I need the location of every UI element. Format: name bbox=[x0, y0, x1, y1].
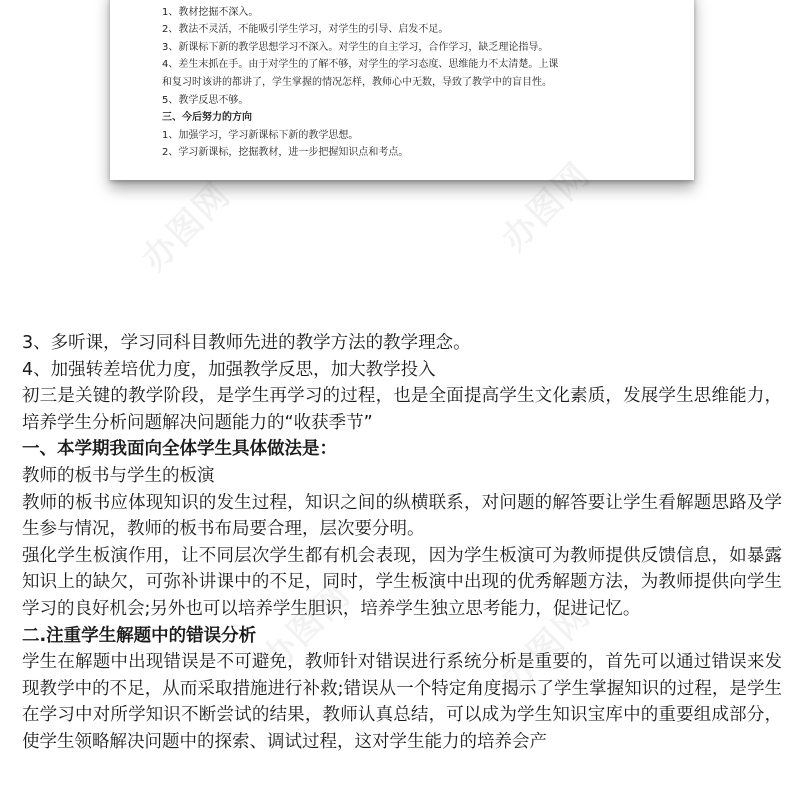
paragraph: 初三是关键的教学阶段，是学生再学习的过程，也是全面提高学生文化素质，发展学生思维能力，培养学生分析问题解决问题能力的“收获季节” bbox=[22, 386, 782, 433]
document-preview-text bbox=[162, 0, 682, 162]
preview-line: 2、教法不灵活，不能吸引学生学习，对学生的引导、启发不足。 bbox=[162, 24, 449, 36]
watermark: 办图网 bbox=[494, 154, 599, 260]
watermark: 办图网 bbox=[134, 174, 239, 280]
paragraph: 4、加强转差培优力度，加强教学反思，加大教学投入 bbox=[22, 359, 436, 380]
preview-heading: 三、今后努力的方向 bbox=[162, 112, 252, 124]
preview-line: 2、学习新课标，挖掘教材，进一步把握知识点和考点。 bbox=[162, 147, 409, 159]
watermark: 办图网 bbox=[494, 594, 599, 700]
preview-line: 1、教材挖掘不深入。 bbox=[162, 6, 259, 18]
article-body bbox=[22, 330, 782, 756]
preview-line: 5、教学反思不够。 bbox=[162, 94, 249, 106]
watermark: 办图网 bbox=[254, 574, 359, 680]
section-heading: 二.注重学生解题中的错误分析 bbox=[22, 625, 257, 646]
preview-line: 3、新课标下新的教学思想学习不深入。对学生的自主学习，合作学习，缺乏理论指导。 bbox=[162, 41, 549, 53]
preview-line: 1、加强学习，学习新课标下新的教学思想。 bbox=[162, 129, 359, 141]
section-heading: 一、本学期我面向全体学生具体做法是： bbox=[22, 439, 337, 460]
preview-line: 4、差生末抓在手。由于对学生的了解不够，对学生的学习态度、思维能力不太清楚。上课 bbox=[162, 59, 559, 71]
preview-line: 和复习时该讲的都讲了，学生掌握的情况怎样，教师心中无数，导致了教学中的盲目性。 bbox=[162, 76, 552, 88]
paragraph: 3、多听课，学习同科目教师先进的教学方法的教学理念。 bbox=[22, 333, 471, 353]
paragraph: 学生在解题中出现错误是不可避免，教师针对错误进行系统分析是重要的，首先可以通过错误来发现教学中的不足，从而采取措施进行补救;错误从一个特定角度揭示了学生掌握知识的过程，是学生在学习中对所学知识不断尝试的结果，教师认真总结，可以成为学生知识宝库中的重要组成部分，使学生领略解决问题中的探索、调试过程，这对学生能力的培养会产 bbox=[22, 652, 782, 752]
paragraph: 强化学生板演作用，让不同层次学生都有机会表现，因为学生板演可为教师提供反馈信息，如暴露知识上的缺欠，可弥补讲课中的不足，同时，学生板演中出现的优秀解题方法，为教师提供向学生学习的良好机会;另外也可以培养学生胆识，培养学生独立思考能力，促进记忆。 bbox=[22, 545, 782, 619]
paragraph: 教师的板书与学生的板演 bbox=[22, 465, 215, 486]
paragraph: 教师的板书应体现知识的发生过程，知识之间的纵横联系，对问题的解答要让学生看解题思路及学生参与情况，教师的板书布局要合理，层次要分明。 bbox=[22, 492, 782, 540]
